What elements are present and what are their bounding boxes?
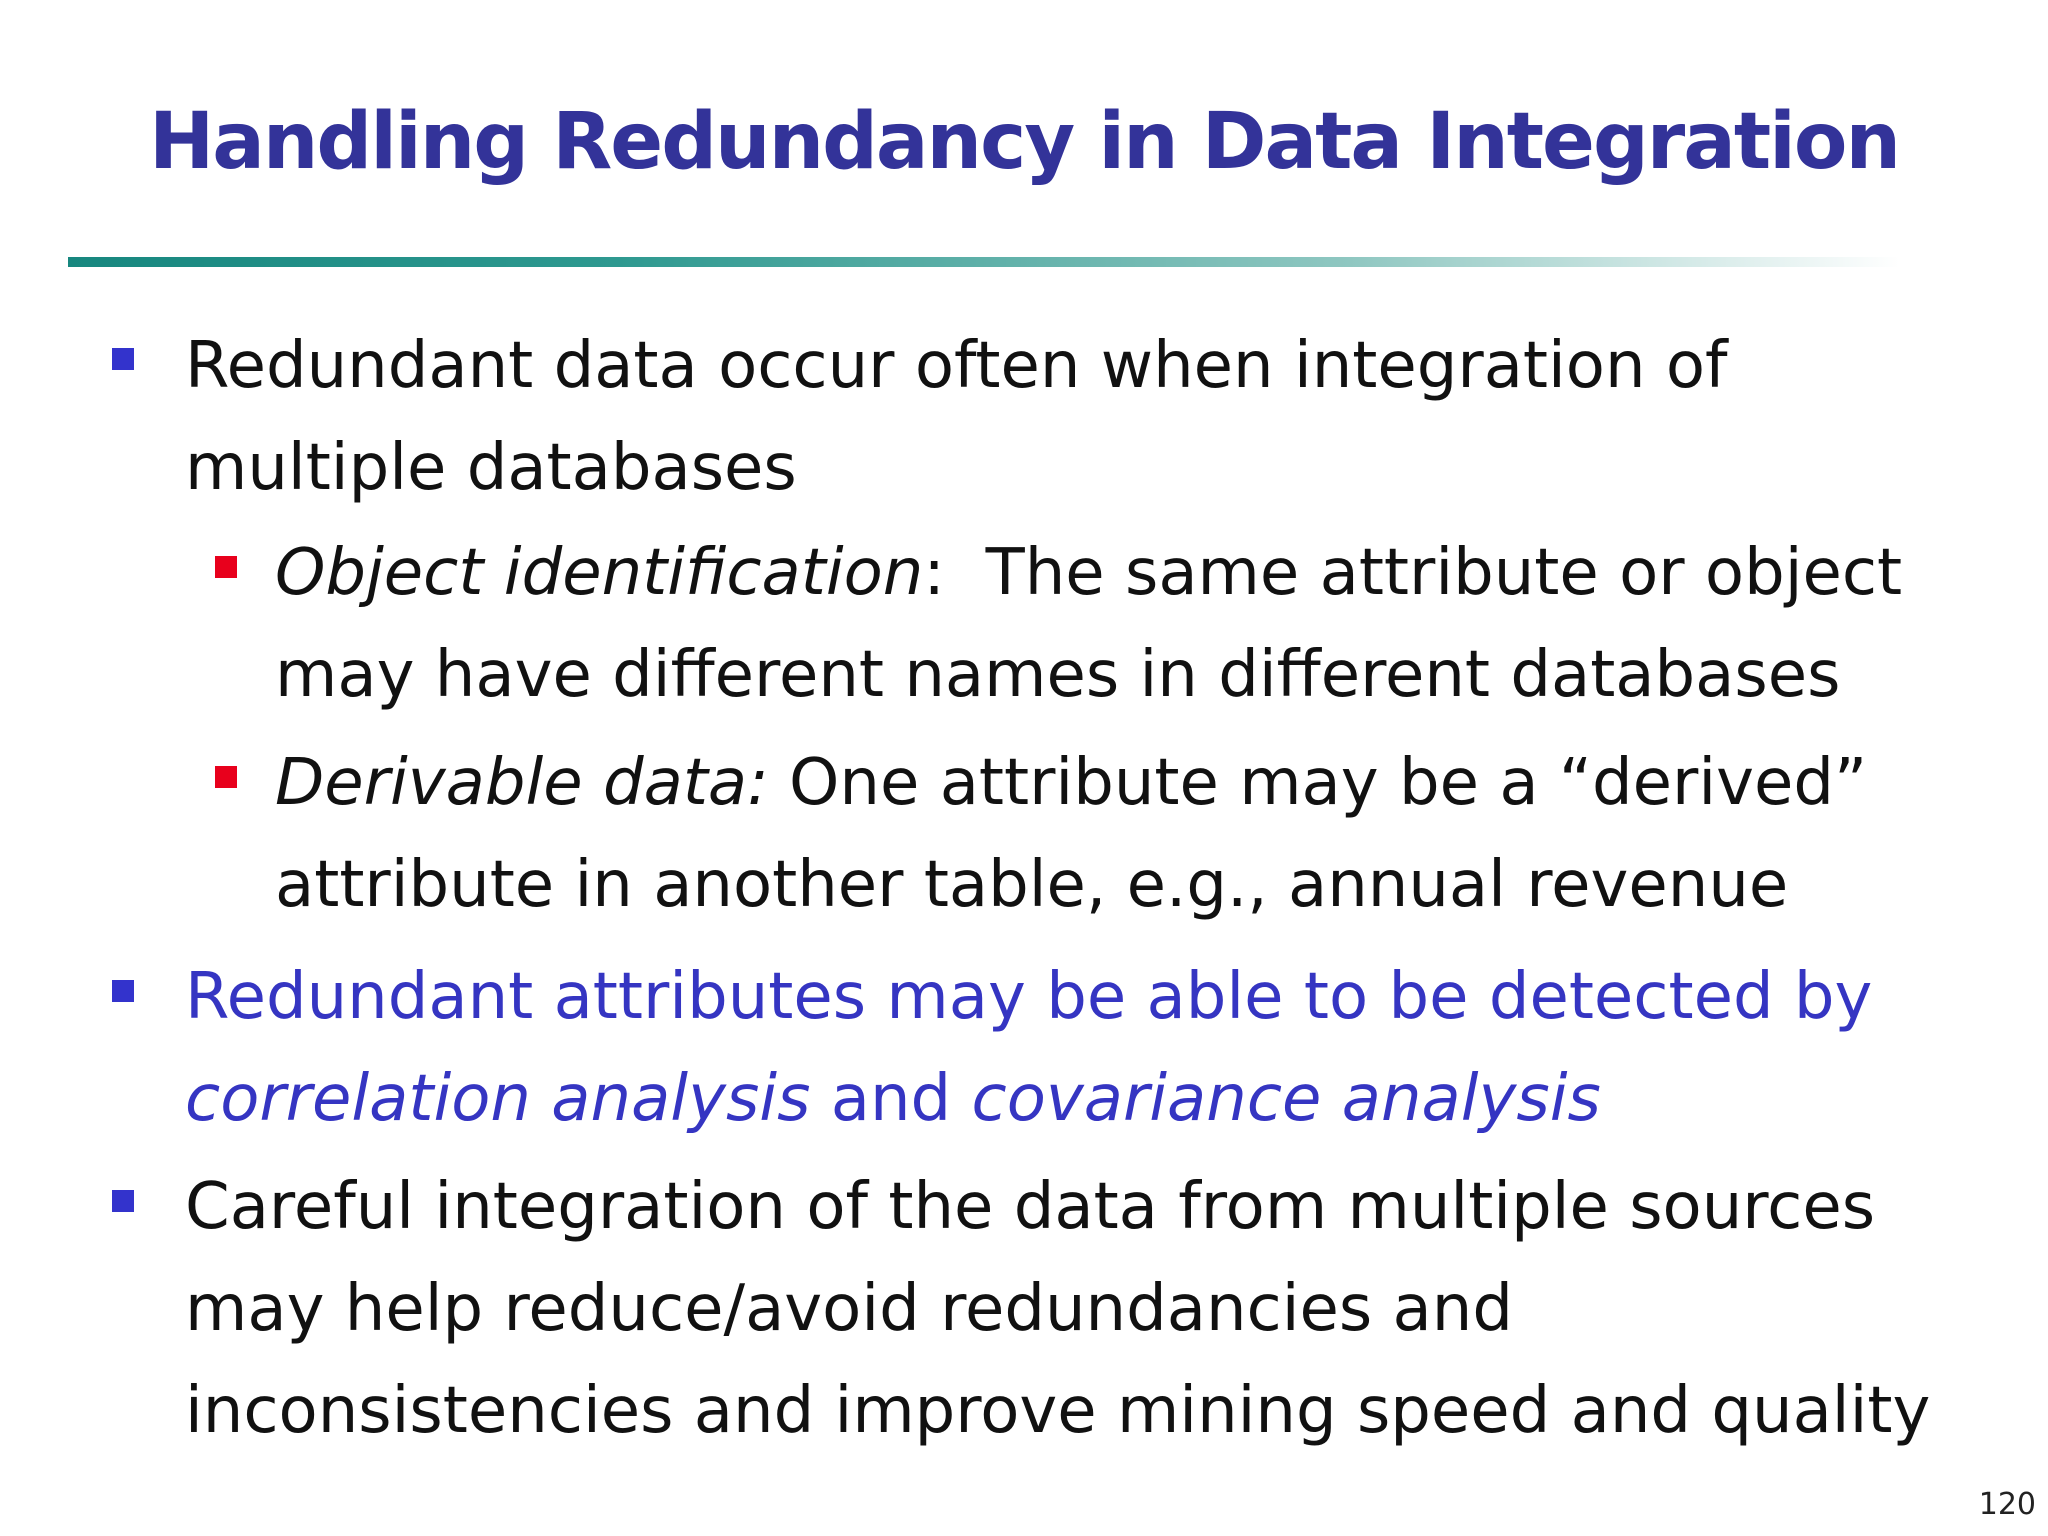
term-correlation-analysis: correlation analysis: [185, 1062, 811, 1136]
sub-bullet-derivable-data: [275, 732, 1985, 936]
page-number: 120: [1978, 1487, 2036, 1522]
bullet-text-line: [185, 1048, 1985, 1150]
bullet-text-line: Careful integration of the data from multiple sources: [185, 1170, 1876, 1244]
bullet-redundant-attributes: [185, 946, 1985, 1150]
bullet-text-fragment: One attribute may be a “derived”: [768, 746, 1868, 820]
bullet-text-line: Redundant attributes may be able to be detected by: [185, 960, 1873, 1034]
term-covariance-analysis: covariance analysis: [971, 1062, 1601, 1136]
sub-bullet-marker: [215, 766, 237, 788]
bullet-text-line: may have different names in different databases: [275, 638, 1841, 712]
bullet-text-line: [275, 522, 1985, 624]
bullet-text-fragment: and: [810, 1062, 972, 1136]
bullet-text-line: Redundant data occur often when integration of: [185, 329, 1728, 403]
sub-bullet-object-identification: [275, 522, 1985, 726]
term-object-identification: Object identification: [275, 536, 924, 610]
bullet-marker: [112, 1190, 134, 1212]
sub-bullet-marker: [215, 556, 237, 578]
term-derivable-data: Derivable data:: [275, 746, 769, 820]
bullet-text-fragment: : The same attribute or object: [923, 536, 1903, 610]
slide-title: Handling Redundancy in Data Integration: [148, 97, 1900, 187]
bullet-redundant-data: [185, 315, 1985, 519]
title-divider: [68, 257, 1900, 267]
bullet-text-line: multiple databases: [185, 431, 797, 505]
bullet-careful-integration: [185, 1156, 1985, 1462]
bullet-marker: [112, 980, 134, 1002]
bullet-text-line: inconsistencies and improve mining speed and quality: [185, 1374, 1931, 1448]
bullet-marker: [112, 348, 134, 370]
bullet-text-line: attribute in another table, e.g., annual revenue: [275, 848, 1789, 922]
bullet-text-line: [275, 732, 1985, 834]
bullet-text-line: may help reduce/avoid redundancies and: [185, 1272, 1513, 1346]
